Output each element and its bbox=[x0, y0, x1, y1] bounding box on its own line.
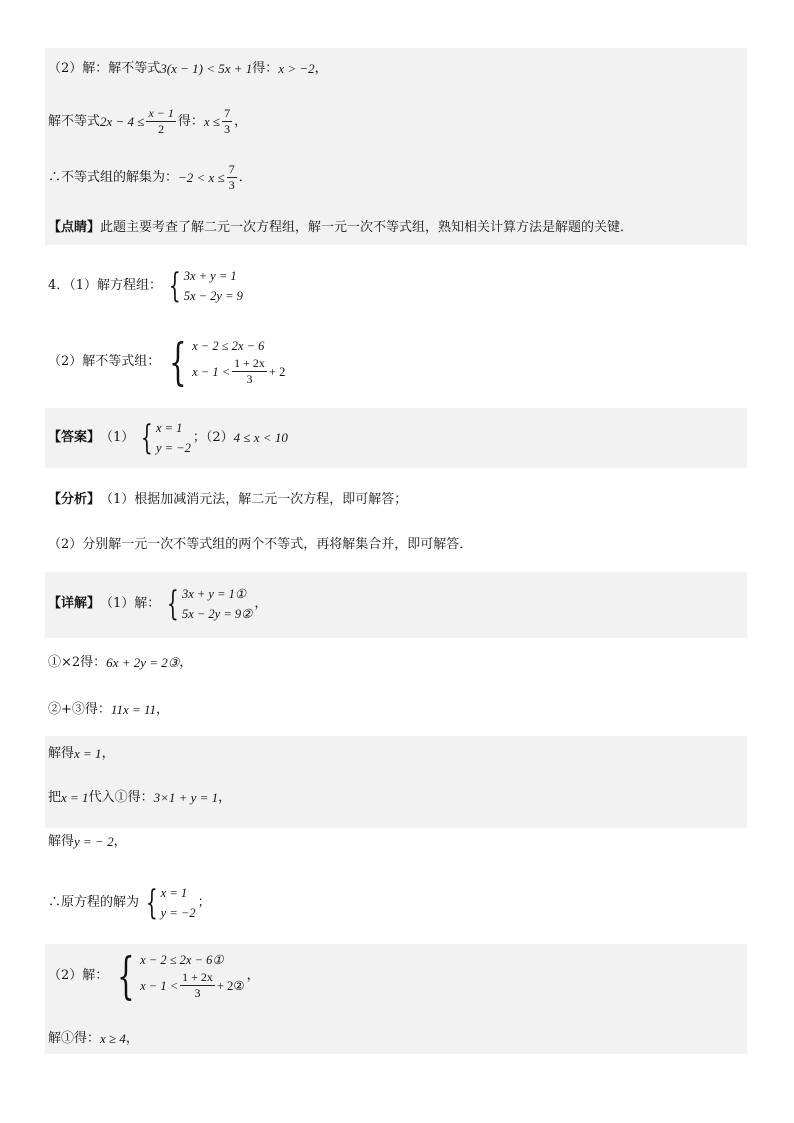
fraction: $\frac{1 + 2x}{3}$ bbox=[234, 356, 265, 386]
brace-icon: { bbox=[145, 883, 158, 923]
brace-icon: { bbox=[117, 946, 135, 1005]
step-line-3: 解得 x = 1 ， bbox=[48, 746, 115, 761]
brace-icon: { bbox=[169, 332, 187, 391]
solution-set-line: ∴不等式组的解集为： −2 < x ≤ $\frac{7}{3}$ ． bbox=[48, 162, 252, 192]
inequality-system: { x − 2 ≤ 2x − 6① x − 1 < $\frac{1 + 2x}{3}$ + 2② bbox=[117, 946, 245, 1005]
step-line-8: 解①得： x ≥ 4 ， bbox=[48, 1031, 139, 1046]
fraction: $\frac{x - 1}{2}$ bbox=[148, 106, 174, 136]
step-line-5: 解得 y = − 2 ， bbox=[48, 834, 127, 849]
fraction: $\frac{7}{3}$ bbox=[224, 106, 231, 136]
brace-icon: { bbox=[141, 418, 154, 458]
answer-system: { x = 1 y = −2 bbox=[141, 418, 191, 458]
step-line-1: ①×2得： 6x + 2y = 2③ ， bbox=[48, 655, 193, 670]
analysis-line-1: 【分析】 （1）根据加减消元法，解二元一次方程，即可解答； bbox=[48, 492, 408, 507]
inequality-system: { x − 2 ≤ 2x − 6 x − 1 < $\frac{1 + 2x}{3}$ + 2 bbox=[169, 332, 286, 391]
step-line-6: ∴原方程的解为 { x = 1 y = −2 ； bbox=[48, 883, 211, 923]
detail-line: 【详解】 （1）解： { 3x + y = 1① 5x − 2y = 9② ， bbox=[48, 584, 268, 624]
solution-line-1: （2）解：解不等式 3(x − 1) < 5x + 1 得： x > −2 ， bbox=[48, 61, 328, 76]
brace-icon: { bbox=[167, 584, 180, 624]
comment-line: 【点睛】 此题主要考查了解二元一次方程组，解一元一次不等式组，熟知相关计算方法是解题的关键． bbox=[48, 220, 634, 235]
answer-line: 【答案】 （1） { x = 1 y = −2 ；（2） 4 ≤ x < 10 bbox=[48, 418, 288, 458]
fraction: $\frac{1 + 2x}{3}$ bbox=[182, 970, 213, 1000]
step-line-2: ②+③得： 11x = 11 ， bbox=[48, 702, 170, 717]
analysis-line-2: （2）分别解一元一次不等式组的两个不等式，再将解集合并，即可解答． bbox=[48, 537, 473, 552]
shade-band-4 bbox=[45, 736, 747, 828]
brace-icon: { bbox=[168, 266, 181, 306]
solution-system: { x = 1 y = −2 bbox=[145, 883, 196, 923]
question-4-part-1: 4．（1）解方程组： { 3x + y = 1 5x − 2y = 9 bbox=[48, 266, 243, 306]
solution-line-2: 解不等式 2x − 4 ≤ $\frac{x - 1}{2}$ 得： x ≤ $\frac{7}{3}$ ， bbox=[48, 106, 248, 136]
step-line-4: 把 x = 1 代入①得： 3×1 + y = 1 ， bbox=[48, 790, 232, 805]
equation-system: { 3x + y = 1① 5x − 2y = 9② bbox=[167, 584, 253, 624]
step-line-7: （2）解： { x − 2 ≤ 2x − 6① x − 1 < $\frac{1 + 2x}{3}$ + 2② ， bbox=[48, 946, 260, 1005]
equation-system: { 3x + y = 1 5x − 2y = 9 bbox=[168, 266, 243, 306]
fraction: $\frac{7}{3}$ bbox=[228, 162, 235, 192]
question-4-part-2: （2）解不等式组： { x − 2 ≤ 2x − 6 x − 1 < $\frac{1 + 2x}{3}$ + 2 bbox=[48, 332, 286, 391]
